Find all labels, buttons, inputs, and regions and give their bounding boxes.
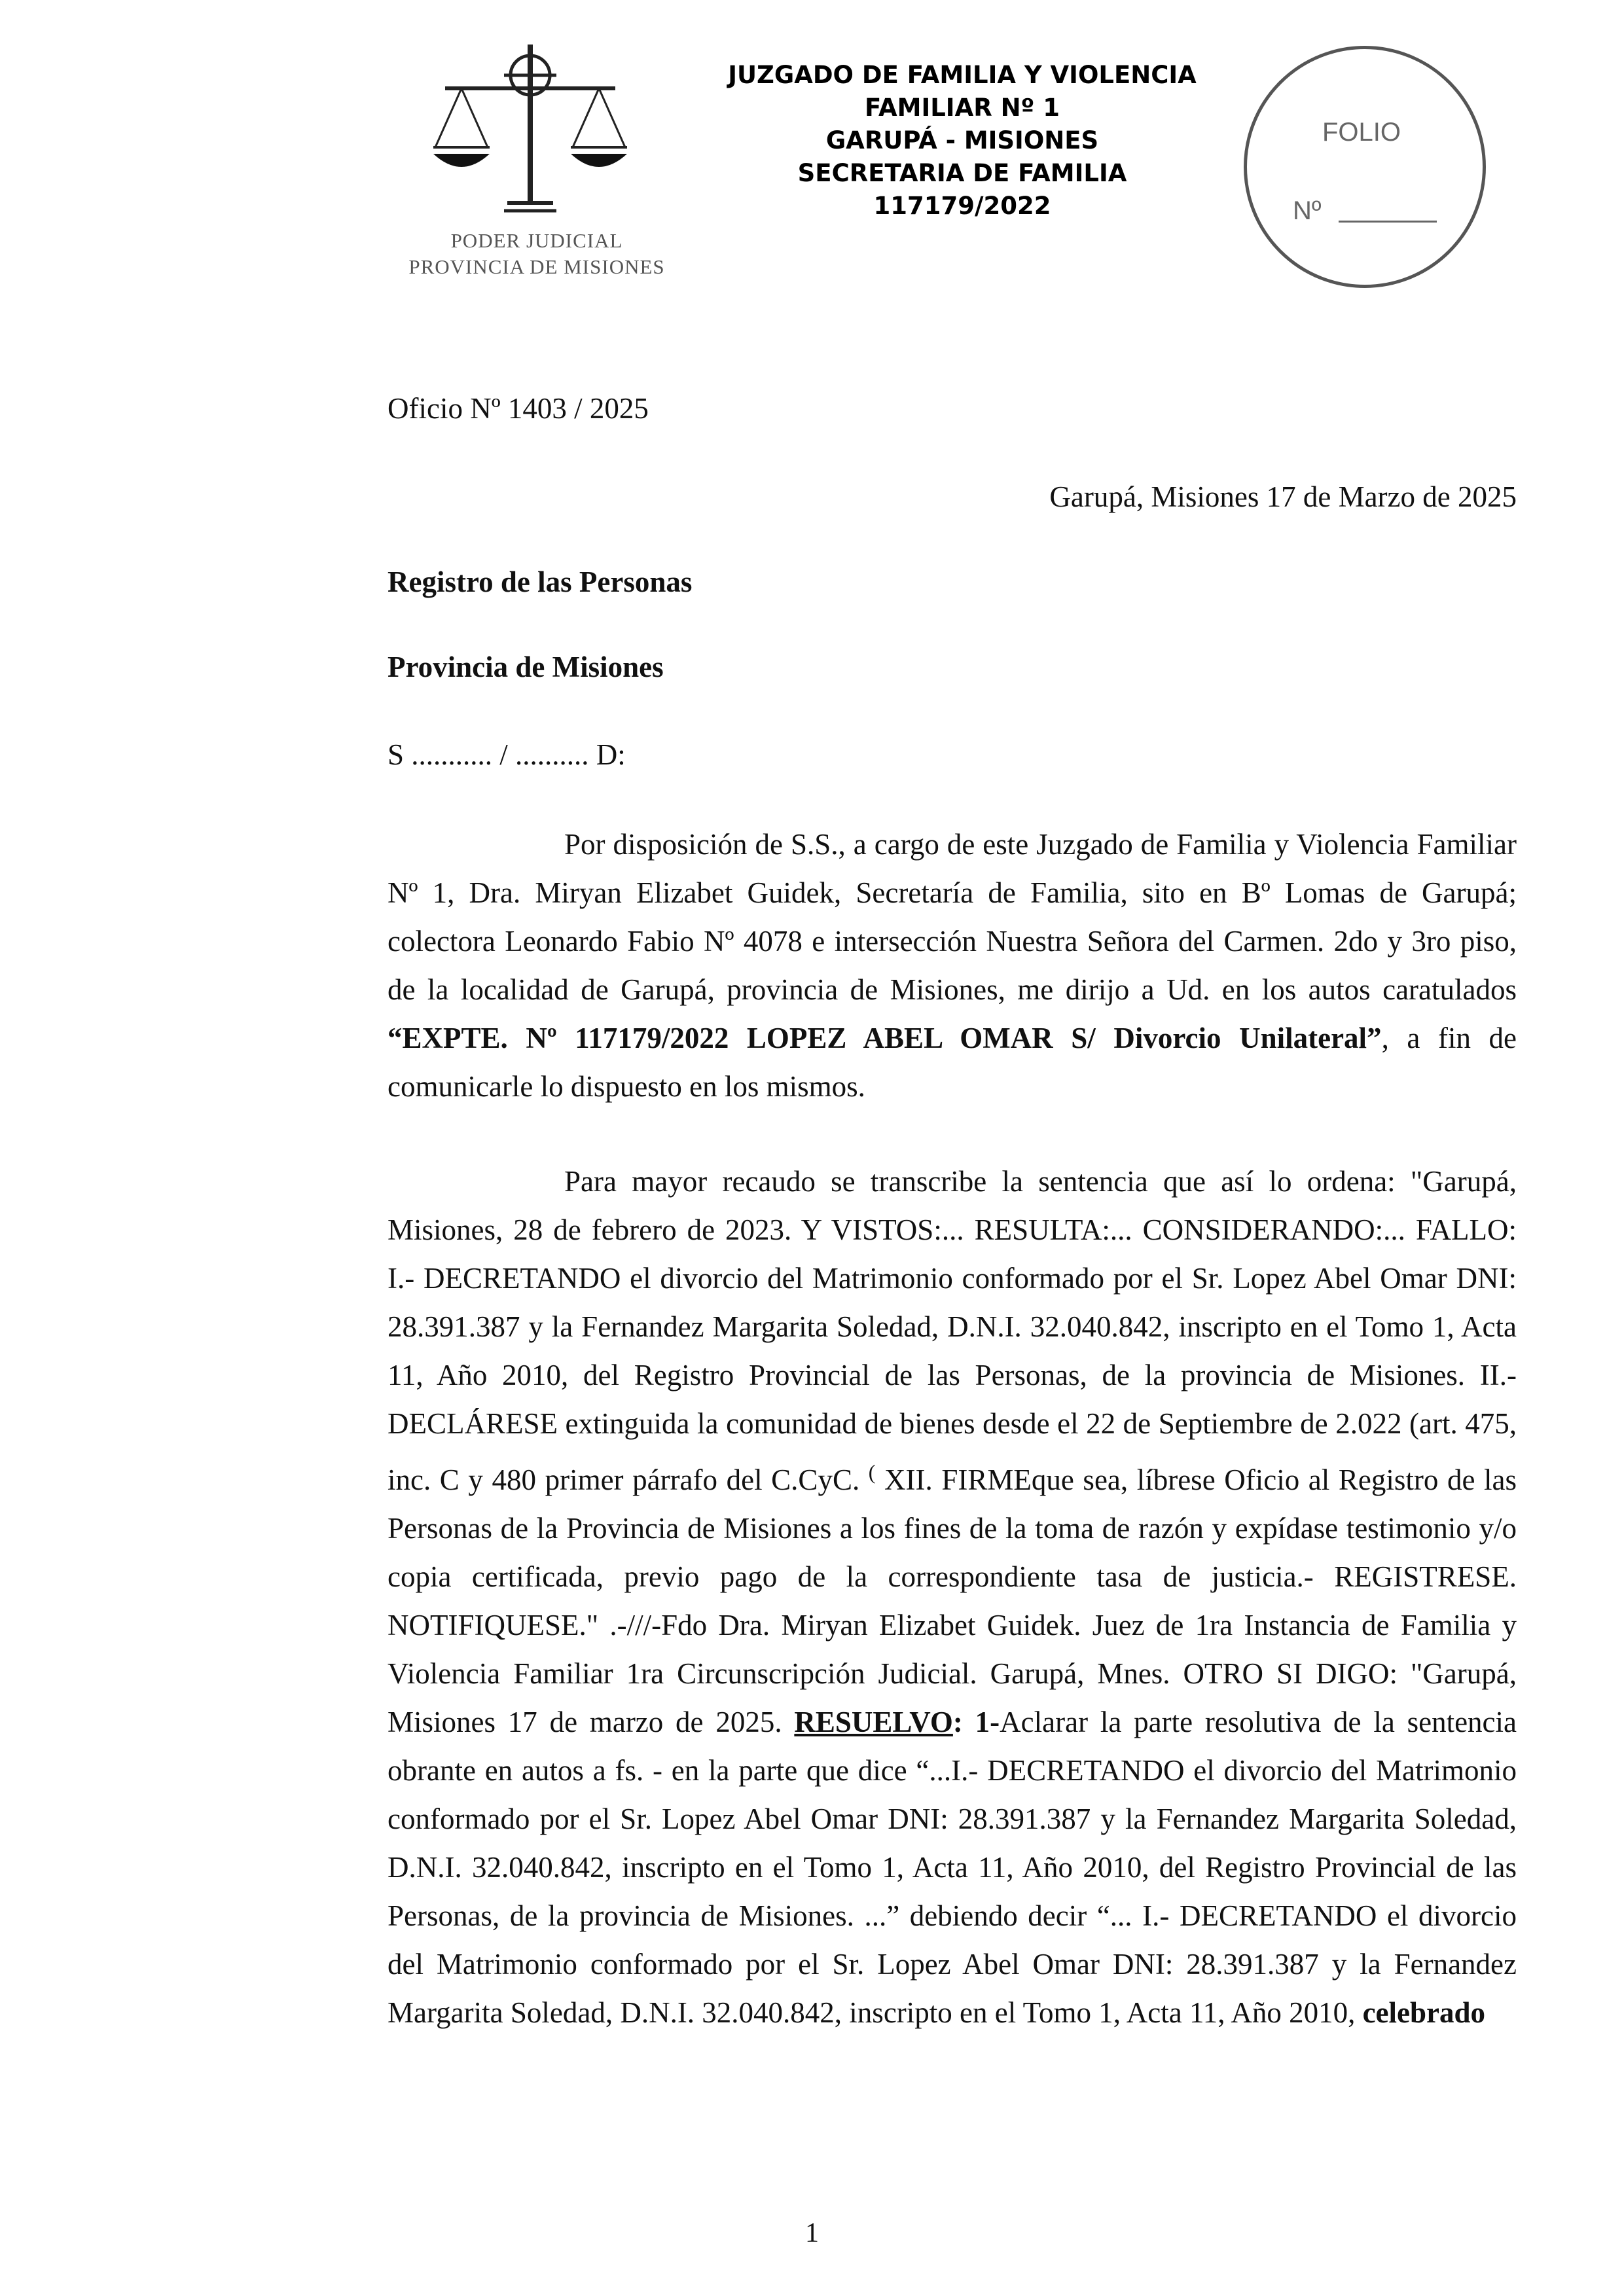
seal-text-line2: PROVINCIA DE MISIONES bbox=[408, 255, 665, 278]
case-title: “EXPTE. Nº 117179/2022 LOPEZ ABEL OMAR S/ Divorcio Unilateral” bbox=[388, 1022, 1382, 1054]
resuelvo-suffix: : 1- bbox=[952, 1706, 1000, 1738]
oficio-number: Oficio Nº 1403 / 2025 bbox=[388, 392, 649, 425]
paragraph-2-glyph: ( bbox=[868, 1460, 876, 1484]
court-header-line4: SECRETARIA DE FAMILIA bbox=[797, 159, 1127, 187]
court-header-line1: JUZGADO DE FAMILIA Y VIOLENCIA bbox=[728, 61, 1197, 89]
folio-label: FOLIO bbox=[1322, 118, 1401, 147]
celebrado-word: celebrado bbox=[1362, 1996, 1486, 2029]
recipient-line1: Registro de las Personas bbox=[388, 565, 693, 598]
folio-number-blank bbox=[1339, 221, 1437, 223]
court-header-line2: FAMILIAR Nº 1 bbox=[864, 94, 1060, 122]
paragraph-2-part3: Aclarar la parte resolutiva de la sentencia obrante en autos a fs. - en la parte que dice “...I.- DECRETANDO el divorcio del Matrimonio conformado por el Sr. Lopez Abel Omar DNI: 28.391.387 y la Fernandez Margarita Soledad, D.N.I. 32.040.842, inscripto en el Tomo 1, Acta 11, Año 2010, del Registro Provincial de las Personas, de la provincia de Misiones. ...” debiendo decir “... I.- DECRETANDO el divorcio del Matrimonio conformado por el Sr. Lopez Abel Omar DNI: 28.391.387 y la Fernandez Margarita Soledad, D.N.I. 32.040.842, inscripto en el Tomo 1, Acta 11, Año 2010, bbox=[388, 1706, 1517, 2029]
paragraph-2-part1: Para mayor recaudo se transcribe la sentencia que así lo ordena: "Garupá, Misiones, 28 de febrero de 2023. Y VISTOS:... RESULTA:... CONSIDERANDO:... FALLO: I.- DECRETANDO el divorcio del Matrimonio conformado por el Sr. Lopez Abel Omar DNI: 28.391.387 y la Fernandez Margarita Soledad, D.N.I. 32.040.842, inscripto en el Tomo 1, Acta 11, Año 2010, del Registro Provincial de las Personas, de la provincia de Misiones. II.- DECLÁRESE extinguida la comunidad de bienes desde el 22 de Septiembre de 2.022 (art. 475, inc. C y 480 primer párrafo del C.CyC. bbox=[388, 1165, 1517, 1496]
resuelvo-heading: RESUELVO bbox=[794, 1706, 953, 1738]
page-number: 1 bbox=[805, 2218, 819, 2248]
paragraph-1-outro: , a fin de comunicarle lo dispuesto en los mismos. bbox=[388, 1022, 1517, 1103]
paragraph-1 bbox=[388, 820, 1517, 1111]
poder-judicial-seal bbox=[393, 39, 681, 295]
paragraph-2 bbox=[388, 1157, 1517, 2037]
paragraph-1-intro: Por disposición de S.S., a cargo de este Juzgado de Familia y Violencia Familiar Nº 1, Dra. Miryan Elizabet Guidek, Secretaría de Familia, sito en Bº Lomas de Garupá; colectora Leonardo Fabio Nº 4078 e intersección Nuestra Señora del Carmen. 2do y 3ro piso, de la localidad de Garupá, provincia de Misiones, me dirijo a Ud. en los autos caratulados bbox=[388, 828, 1517, 1006]
paragraph-2-part2: XII. FIRMEque sea, líbrese Oficio al Registro de las Personas de la Provincia de Misiones a los fines de la toma de razón y expídase testimonio y/o copia certificada, previo pago de la correspondiente tasa de justicia.- REGISTRESE. NOTIFIQUESE." .-///-Fdo Dra. Miryan Elizabet Guidek. Juez de 1ra Instancia de Familia y Violencia Familiar 1ra Circunscripción Judicial. Garupá, Mnes. OTRO SI DIGO: "Garupá, Misiones 17 de marzo de 2025. bbox=[388, 1463, 1517, 1738]
date-line: Garupá, Misiones 17 de Marzo de 2025 bbox=[1049, 480, 1517, 513]
recipient-line2: Provincia de Misiones bbox=[388, 651, 664, 683]
court-header-line3: GARUPÁ - MISIONES bbox=[825, 126, 1099, 154]
folio-number-label: Nº bbox=[1293, 196, 1322, 225]
seal-text-line1: PODER JUDICIAL bbox=[450, 229, 623, 252]
folio-stamp bbox=[1244, 46, 1486, 288]
salutation: S ........... / .......... D: bbox=[388, 738, 626, 771]
scales-of-justice-icon bbox=[432, 39, 628, 229]
court-header-line5: 117179/2022 bbox=[873, 192, 1051, 220]
court-header bbox=[674, 59, 1250, 223]
